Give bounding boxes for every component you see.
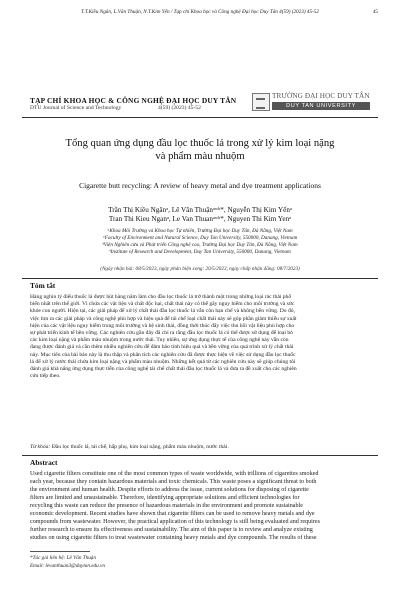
abstract-divider: [22, 455, 378, 456]
affiliation-1: ᵃKhoa Môi Trường và Khoa học Tự nhiên, Trường Đại học Duy Tân, Đà Nẵng, Việt Nam: [107, 228, 293, 234]
corresponding-author: *Tác giả liên hệ: Lê Văn Thuận: [30, 555, 96, 561]
abstract-line: the environment and human health. Despite efforts to address the issue, current solutions for disposing of cigarette: [30, 487, 309, 493]
author-email: Email: levanthuan3@duytan.edu.vn: [30, 563, 105, 569]
keywords-vi: [30, 444, 372, 450]
abstract-heading: Abstract: [30, 458, 58, 467]
article-title-en: Cigarette butt recycling: A review of heavy metal and dye treatment applications: [79, 181, 321, 190]
summary-heading: Tóm tắt: [30, 281, 56, 290]
summary-line: việc tìm ra các giải pháp và công nghệ phù hợp và hiệu quả để tái chế loại chất thải này sẽ góp phần giảm thiểu sự xuất: [30, 315, 297, 322]
abstract-line: Used cigarette filters constitute one of the most common types of waste worldwide, with trillions of cigarettes smoked: [30, 471, 319, 477]
authors-en: Tran Thi Kieu Nganᵃ, Le Van Thuanᵃʷᵇ*, Nguyen Thi Kim Yenᵃ: [108, 215, 292, 223]
summary-line: đánh giá khả năng ứng dụng thực tiễn của công nghệ tái chế chất thải đầu lọc thuốc lá và đưa ra đề xuất cho các nghiên: [30, 366, 297, 373]
journal-volume: 4(59) (2023) 45-52: [158, 105, 201, 111]
affiliation-4: ᵇInstitute of Research and Development, Duy Tan University, 550000, Danang, Vietnam: [109, 249, 291, 255]
journal-title: TẠP CHÍ KHOA HỌC & CÔNG NGHỆ ĐẠI HỌC DUY TÂN: [30, 96, 237, 105]
header-divider: [22, 117, 378, 118]
abstract-line: recycling this waste can reduce the presence of hazardous materials in the environment and promote sustainable: [30, 503, 303, 509]
summary-line: hiện của các vật liệu nguy hiểm trong môi trường và hệ sinh thái, đồng thời thúc đẩy việc thu hồi vật liệu phù hợp cho: [30, 322, 295, 329]
footnote-divider: [30, 551, 90, 552]
received-dates: (Ngày nhận bài: 08/5/2023, ngày phản biện xong: 20/5/2023, ngày chấp nhận đăng: 08/7/2023): [100, 266, 300, 272]
affiliation-2: ᵃFaculty of Environment and Natural Science, Duy Tan University, 550000, Danang, Vietnam: [102, 235, 298, 241]
running-header-text: T.T.Kiều Ngân, L.Văn Thuận, N.T.Kim Yến / Tạp chí Khoa học và Công nghệ Đại học Duy Tân 4(59) (2023) 45-52: [81, 9, 319, 15]
authors-vi: Trần Thị Kiều Ngânᵃ, Lê Văn Thuậnᵃʷᵇ*, Nguyễn Thị Kim Yếnᵃ: [108, 206, 292, 214]
summary-line: đang được đánh giá và cần thêm nhiều nghiên cứu để đảm bảo tính hiệu quả và bền vững của quá trình xử lý chất thải: [30, 344, 294, 351]
section-divider: [22, 278, 378, 279]
abstract-line: further research to ensure its effectiveness and sustainability. The aim of this paper is to review and analyze existing: [30, 527, 313, 533]
logo-text-vi: TRƯỜNG ĐẠI HỌC DUY TÂN: [272, 92, 370, 100]
abstract-line: compounds from wastewater. However, the practical application of this technology is still being evaluated and requires: [30, 519, 320, 525]
university-emblem-icon: [252, 93, 270, 111]
keywords-label: Từ khóa:: [30, 444, 51, 450]
logo-text-en: DUY TAN UNIVERSITY: [272, 102, 370, 110]
university-logo: [252, 92, 372, 112]
summary-line: biến nhất trên thế giới. Vì chứa các vật liệu và chất độc hại, chất thải này có thể gây nguy hiểm cho môi trường và sức: [30, 301, 295, 308]
summary-line: này. Mục tiêu của bài báo này là thu thập và phân tích các nghiên cứu đã được thực hiện về việc sử dụng đầu lọc thuốc: [30, 351, 296, 358]
abstract-line: economic development. Recent studies have shown that cigarette filters can be used to remove heavy metals and dye: [30, 511, 315, 517]
summary-line: các kim loại nặng và phẩm màu nhuộm trong nước thải. Tuy nhiên, sự ứng dụng thực tế của công nghệ này vẫn còn: [30, 337, 289, 344]
abstract-body: [30, 470, 372, 542]
summary-body: [30, 294, 372, 380]
abstract-line: studies on using cigarette filters to treat wastewater containing heavy metals and dye compounds. The results of these: [30, 535, 317, 541]
article-title-vi: [20, 137, 380, 163]
running-header: [0, 9, 400, 15]
page-number: 45: [372, 9, 378, 15]
summary-line: cứu tiếp theo.: [30, 373, 61, 380]
summary-line: sự phát triển kinh tế bền vững. Các nghiên cứu gần đây đã chỉ ra rằng đầu lọc thuốc lá có thể được sử dụng để loại bỏ: [30, 330, 293, 337]
journal-subtitle: DTU Journal of Science and Technology: [30, 105, 122, 111]
abstract-line: each year, because they contain hazardous materials and toxic chemicals. This waste poses a significant threat to both: [30, 479, 317, 485]
summary-line: khỏe con người. Hiện tại, các giải pháp để xử lý chất thải đầu lọc thuốc lá vẫn còn hạn chế và không bền vững. Do đó,: [30, 308, 295, 315]
affiliation-3: ᵇViện Nghiên cứu và Phát triển Công nghệ cao, Trường Đại học Duy Tân, Đà Nẵng, Việt Nam: [102, 242, 298, 248]
abstract-line: filters are limited and unsustainable. Therefore, identifying appropriate solutions and efficient technologies for: [30, 495, 300, 501]
summary-line: Hàng nghìn tỷ điếu thuốc lá được hút hàng năm làm cho đầu lọc thuốc lá trở thành một trong những loại rác thải phổ: [30, 294, 292, 300]
summary-line: lá để xử lý nước thải chứa kim loại nặng và phẩm màu nhuộm. Những kết quả từ các nghiên cứu này sẽ giúp chúng tôi: [30, 358, 296, 365]
keywords-text: Đầu lọc thuốc lá, tái chế, hấp phụ, kim loại nặng, phẩm màu nhuộm, nước thải.: [51, 444, 229, 450]
article-title-vi-line2: và phẩm màu nhuộm: [155, 151, 245, 162]
article-title-vi-line1: Tổng quan ứng dụng đầu lọc thuốc lá trong xử lý kim loại nặng: [65, 138, 335, 149]
